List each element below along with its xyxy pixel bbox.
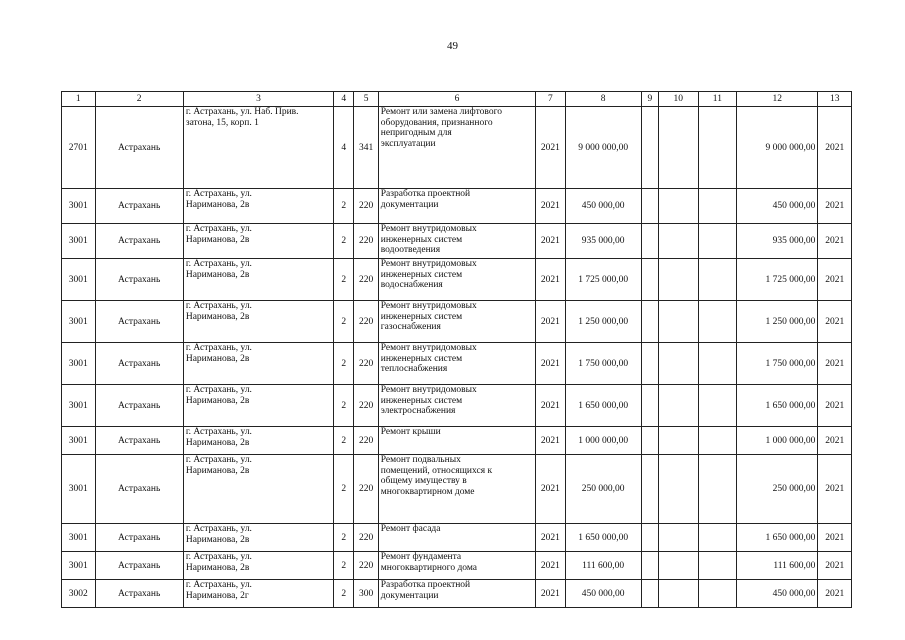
cell-amount: 1 725 000,00 xyxy=(565,259,641,301)
cell-id: 3001 xyxy=(62,224,96,259)
cell-city: Астрахань xyxy=(95,224,183,259)
table-row xyxy=(62,259,852,301)
cell-work-type: Ремонт внутридомовых инженерных систем водоснабжения xyxy=(378,259,535,301)
cell-end-year: 2021 xyxy=(818,301,852,343)
cell-year: 2021 xyxy=(536,301,565,343)
cell-col10 xyxy=(659,189,699,224)
cell-end-year: 2021 xyxy=(818,524,852,552)
cell-work-type: Ремонт фундамента многоквартирного дома xyxy=(378,552,535,580)
cell-work-type: Ремонт внутридомовых инженерных систем электроснабжения xyxy=(378,385,535,427)
cell-year: 2021 xyxy=(536,107,565,189)
cell-col10 xyxy=(659,552,699,580)
cell-amount: 250 000,00 xyxy=(565,455,641,524)
cell-end-year: 2021 xyxy=(818,580,852,608)
cell-city: Астрахань xyxy=(95,385,183,427)
cell-col5: 220 xyxy=(354,427,378,455)
cell-col11 xyxy=(698,524,737,552)
cell-address: г. Астрахань, ул. Нариманова, 2в xyxy=(183,427,333,455)
table-row xyxy=(62,427,852,455)
col-header: 2 xyxy=(95,92,183,107)
col-header: 4 xyxy=(334,92,354,107)
cell-total: 250 000,00 xyxy=(737,455,818,524)
cell-col5: 220 xyxy=(354,224,378,259)
table-row xyxy=(62,385,852,427)
cell-col9 xyxy=(641,455,658,524)
cell-city: Астрахань xyxy=(95,107,183,189)
cell-col4: 2 xyxy=(334,524,354,552)
cell-col5: 341 xyxy=(354,107,378,189)
cell-total: 450 000,00 xyxy=(737,580,818,608)
cell-col4: 2 xyxy=(334,455,354,524)
cell-col10 xyxy=(659,524,699,552)
cell-amount: 1 650 000,00 xyxy=(565,385,641,427)
cell-col4: 2 xyxy=(334,552,354,580)
cell-col10 xyxy=(659,259,699,301)
cell-total: 1 750 000,00 xyxy=(737,343,818,385)
cell-col11 xyxy=(698,427,737,455)
table-row xyxy=(62,552,852,580)
col-header: 12 xyxy=(737,92,818,107)
cell-col10 xyxy=(659,580,699,608)
repair-program-table xyxy=(61,91,852,608)
cell-amount: 450 000,00 xyxy=(565,580,641,608)
cell-total: 1 725 000,00 xyxy=(737,259,818,301)
cell-col9 xyxy=(641,189,658,224)
cell-col5: 300 xyxy=(354,580,378,608)
cell-end-year: 2021 xyxy=(818,107,852,189)
cell-col9 xyxy=(641,224,658,259)
cell-col5: 220 xyxy=(354,385,378,427)
cell-year: 2021 xyxy=(536,343,565,385)
cell-col11 xyxy=(698,552,737,580)
cell-amount: 9 000 000,00 xyxy=(565,107,641,189)
col-header: 8 xyxy=(565,92,641,107)
cell-year: 2021 xyxy=(536,455,565,524)
col-header: 11 xyxy=(698,92,737,107)
col-header: 7 xyxy=(536,92,565,107)
cell-col4: 2 xyxy=(334,301,354,343)
table-row xyxy=(62,455,852,524)
cell-address: г. Астрахань, ул. Нариманова, 2в xyxy=(183,385,333,427)
cell-address: г. Астрахань, ул. Нариманова, 2в xyxy=(183,524,333,552)
cell-end-year: 2021 xyxy=(818,259,852,301)
cell-col5: 220 xyxy=(354,259,378,301)
cell-year: 2021 xyxy=(536,259,565,301)
cell-col4: 4 xyxy=(334,107,354,189)
cell-year: 2021 xyxy=(536,189,565,224)
cell-address: г. Астрахань, ул. Нариманова, 2в xyxy=(183,224,333,259)
cell-city: Астрахань xyxy=(95,580,183,608)
cell-col4: 2 xyxy=(334,343,354,385)
cell-total: 1 250 000,00 xyxy=(737,301,818,343)
cell-work-type: Ремонт внутридомовых инженерных систем теплоснабжения xyxy=(378,343,535,385)
cell-work-type: Ремонт подвальных помещений, относящихся к общему имуществу в многоквартирном доме xyxy=(378,455,535,524)
cell-col11 xyxy=(698,455,737,524)
cell-id: 3001 xyxy=(62,259,96,301)
cell-end-year: 2021 xyxy=(818,189,852,224)
cell-end-year: 2021 xyxy=(818,455,852,524)
col-header: 6 xyxy=(378,92,535,107)
cell-col5: 220 xyxy=(354,301,378,343)
cell-amount: 450 000,00 xyxy=(565,189,641,224)
cell-address: г. Астрахань, ул. Нариманова, 2в xyxy=(183,343,333,385)
cell-col4: 2 xyxy=(334,189,354,224)
cell-col11 xyxy=(698,385,737,427)
cell-amount: 1 650 000,00 xyxy=(565,524,641,552)
cell-col11 xyxy=(698,189,737,224)
cell-col5: 220 xyxy=(354,552,378,580)
cell-col10 xyxy=(659,385,699,427)
col-header: 1 xyxy=(62,92,96,107)
cell-col9 xyxy=(641,552,658,580)
cell-year: 2021 xyxy=(536,224,565,259)
cell-work-type: Ремонт крыши xyxy=(378,427,535,455)
cell-total: 9 000 000,00 xyxy=(737,107,818,189)
cell-col11 xyxy=(698,224,737,259)
cell-city: Астрахань xyxy=(95,343,183,385)
cell-col5: 220 xyxy=(354,524,378,552)
cell-city: Астрахань xyxy=(95,301,183,343)
cell-col10 xyxy=(659,343,699,385)
cell-id: 3001 xyxy=(62,455,96,524)
cell-work-type: Разработка проектной документации xyxy=(378,580,535,608)
cell-col11 xyxy=(698,259,737,301)
cell-col4: 2 xyxy=(334,259,354,301)
cell-id: 3001 xyxy=(62,427,96,455)
cell-work-type: Ремонт внутридомовых инженерных систем водоотведения xyxy=(378,224,535,259)
cell-end-year: 2021 xyxy=(818,224,852,259)
cell-col4: 2 xyxy=(334,580,354,608)
header-row xyxy=(62,92,852,107)
cell-address: г. Астрахань, ул. Нариманова, 2в xyxy=(183,189,333,224)
cell-col10 xyxy=(659,224,699,259)
cell-id: 3001 xyxy=(62,385,96,427)
cell-end-year: 2021 xyxy=(818,427,852,455)
cell-year: 2021 xyxy=(536,524,565,552)
cell-address: г. Астрахань, ул. Нариманова, 2г xyxy=(183,580,333,608)
cell-amount: 1 250 000,00 xyxy=(565,301,641,343)
cell-total: 450 000,00 xyxy=(737,189,818,224)
cell-id: 3001 xyxy=(62,189,96,224)
cell-work-type: Разработка проектной документации xyxy=(378,189,535,224)
cell-amount: 1 750 000,00 xyxy=(565,343,641,385)
table-row xyxy=(62,580,852,608)
cell-work-type: Ремонт фасада xyxy=(378,524,535,552)
cell-id: 3001 xyxy=(62,343,96,385)
cell-col11 xyxy=(698,107,737,189)
cell-year: 2021 xyxy=(536,385,565,427)
cell-id: 3001 xyxy=(62,524,96,552)
cell-end-year: 2021 xyxy=(818,385,852,427)
cell-col10 xyxy=(659,301,699,343)
cell-col11 xyxy=(698,343,737,385)
cell-col10 xyxy=(659,455,699,524)
cell-col11 xyxy=(698,580,737,608)
col-header: 13 xyxy=(818,92,852,107)
cell-end-year: 2021 xyxy=(818,552,852,580)
cell-city: Астрахань xyxy=(95,552,183,580)
cell-id: 2701 xyxy=(62,107,96,189)
cell-col9 xyxy=(641,301,658,343)
cell-work-type: Ремонт или замена лифтового оборудования, признанного непригодным для эксплуатации xyxy=(378,107,535,189)
cell-end-year: 2021 xyxy=(818,343,852,385)
cell-address: г. Астрахань, ул. Нариманова, 2в xyxy=(183,259,333,301)
cell-city: Астрахань xyxy=(95,189,183,224)
page-number: 49 xyxy=(447,40,458,52)
cell-col5: 220 xyxy=(354,189,378,224)
cell-total: 1 000 000,00 xyxy=(737,427,818,455)
cell-address: г. Астрахань, ул. Наб. Прив. затона, 15, корп. 1 xyxy=(183,107,333,189)
col-header: 10 xyxy=(659,92,699,107)
cell-year: 2021 xyxy=(536,552,565,580)
cell-city: Астрахань xyxy=(95,259,183,301)
cell-amount: 1 000 000,00 xyxy=(565,427,641,455)
cell-col10 xyxy=(659,107,699,189)
cell-total: 111 600,00 xyxy=(737,552,818,580)
cell-total: 1 650 000,00 xyxy=(737,524,818,552)
table-row xyxy=(62,189,852,224)
cell-city: Астрахань xyxy=(95,455,183,524)
table-row xyxy=(62,301,852,343)
cell-id: 3001 xyxy=(62,301,96,343)
cell-city: Астрахань xyxy=(95,427,183,455)
cell-col5: 220 xyxy=(354,455,378,524)
cell-city: Астрахань xyxy=(95,524,183,552)
cell-col4: 2 xyxy=(334,385,354,427)
cell-id: 3001 xyxy=(62,552,96,580)
table-row xyxy=(62,524,852,552)
cell-col11 xyxy=(698,301,737,343)
cell-address: г. Астрахань, ул. Нариманова, 2в xyxy=(183,455,333,524)
cell-col4: 2 xyxy=(334,224,354,259)
cell-col10 xyxy=(659,427,699,455)
cell-col9 xyxy=(641,580,658,608)
cell-amount: 111 600,00 xyxy=(565,552,641,580)
cell-id: 3002 xyxy=(62,580,96,608)
col-header: 3 xyxy=(183,92,333,107)
cell-col9 xyxy=(641,385,658,427)
cell-col9 xyxy=(641,343,658,385)
cell-work-type: Ремонт внутридомовых инженерных систем газоснабжения xyxy=(378,301,535,343)
cell-total: 1 650 000,00 xyxy=(737,385,818,427)
cell-col9 xyxy=(641,427,658,455)
cell-col9 xyxy=(641,107,658,189)
table-row xyxy=(62,224,852,259)
col-header: 9 xyxy=(641,92,658,107)
table-row xyxy=(62,343,852,385)
cell-address: г. Астрахань, ул. Нариманова, 2в xyxy=(183,552,333,580)
cell-col9 xyxy=(641,259,658,301)
cell-amount: 935 000,00 xyxy=(565,224,641,259)
table-row xyxy=(62,107,852,189)
cell-year: 2021 xyxy=(536,580,565,608)
cell-total: 935 000,00 xyxy=(737,224,818,259)
cell-col9 xyxy=(641,524,658,552)
cell-col5: 220 xyxy=(354,343,378,385)
cell-address: г. Астрахань, ул. Нариманова, 2в xyxy=(183,301,333,343)
col-header: 5 xyxy=(354,92,378,107)
cell-col4: 2 xyxy=(334,427,354,455)
cell-year: 2021 xyxy=(536,427,565,455)
